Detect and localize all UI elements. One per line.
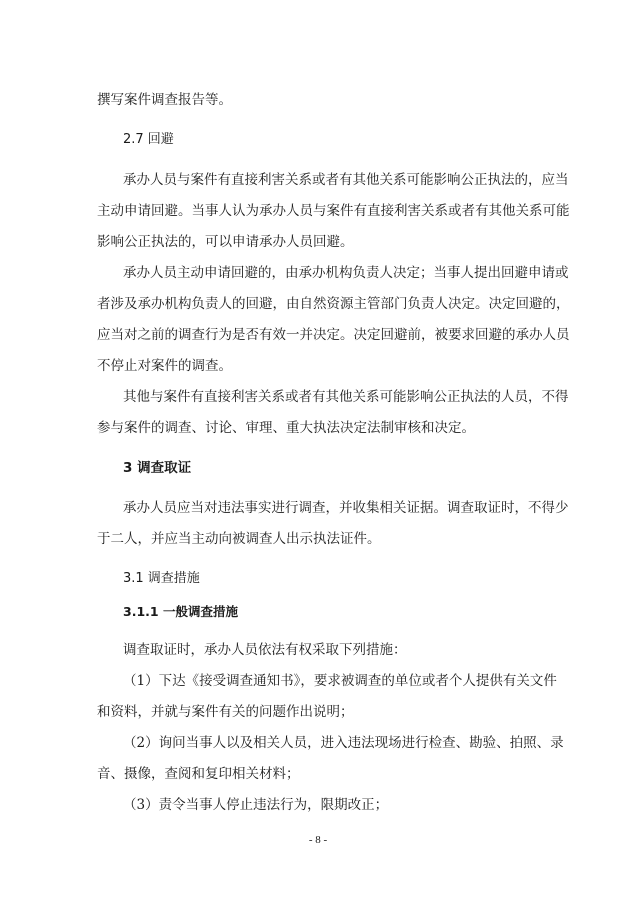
paragraph-line: 参与案件的调查、讨论、审理、重大执法决定法制审核和决定。 [97,420,475,436]
paragraph-line: 撰写案件调查报告等。 [97,92,232,108]
paragraph-line: 不停止对案件的调查。 [97,358,232,374]
section-heading-3: 3 调查取证 [123,460,192,476]
page-number: - 8 - [308,834,328,846]
list-item-1: （1）下达《接受调查通知书》，要求被调查的单位或者个人提供有关文件 [123,673,557,689]
list-item-2: （2）询问当事人以及相关人员，进入违法现场进行检查、勘验、拍照、录 [123,735,564,751]
paragraph-line: 者涉及承办机构负责人的回避，由自然资源主管部门负责人决定。决定回避的， [97,296,570,312]
section-heading-2-7: 2.7 回避 [123,132,174,147]
paragraph-line: 其他与案件有直接利害关系或者有其他关系可能影响公正执法的人员，不得 [123,389,569,405]
list-item-3: （3）责令当事人停止违法行为，限期改正； [123,797,389,813]
paragraph-line: 主动申请回避。当事人认为承办人员与案件有直接利害关系或者有其他关系可能 [97,203,570,219]
section-heading-3-1: 3.1 调查措施 [123,571,200,586]
paragraph-line: 影响公正执法的，可以申请承办人员回避。 [97,234,354,250]
paragraph-line: 和资料，并就与案件有关的问题作出说明； [97,704,354,720]
paragraph-line: 承办人员应当对违法事实进行调查，并收集相关证据。调查取证时，不得少 [123,500,569,516]
paragraph-line: 音、摄像，查阅和复印相关材料； [97,766,300,782]
paragraph-line: 于二人，并应当主动向被调查人出示执法证件。 [97,531,381,547]
paragraph-line: 调查取证时，承办人员依法有权采取下列措施： [123,642,407,658]
paragraph-line: 应当对之前的调查行为是否有效一并决定。决定回避前，被要求回避的承办人员 [97,327,570,343]
paragraph-line: 承办人员与案件有直接利害关系或者有其他关系可能影响公正执法的，应当 [123,172,569,188]
paragraph-line: 承办人员主动申请回避的，由承办机构负责人决定；当事人提出回避申请或 [123,265,569,281]
section-heading-3-1-1: 3.1.1 一般调查措施 [123,604,238,619]
